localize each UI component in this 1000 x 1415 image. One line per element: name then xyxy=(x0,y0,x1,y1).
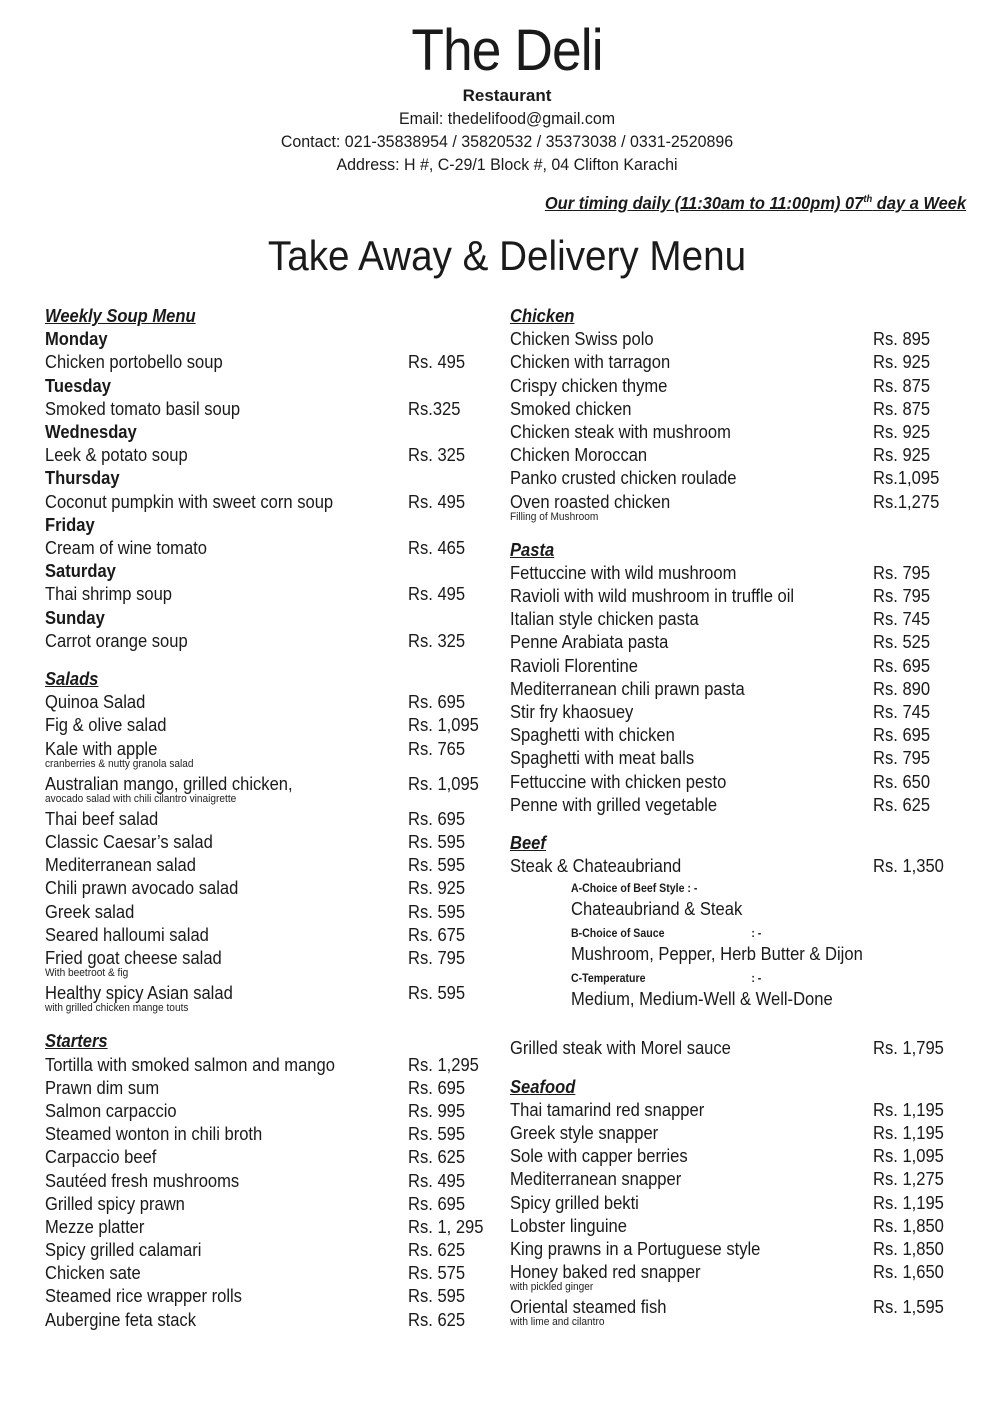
item-price: Rs. 675 xyxy=(408,924,466,945)
item-name: Steamed rice wrapper rolls xyxy=(45,1286,242,1307)
menu-item xyxy=(510,747,965,770)
item-price: Rs. 1,850 xyxy=(873,1215,944,1236)
menu-item xyxy=(510,724,965,747)
item-price: Rs. 325 xyxy=(408,630,466,651)
item-name: Stir fry khaosuey xyxy=(510,702,634,723)
pasta-section xyxy=(510,539,965,817)
item-name: Steak & Chateaubriand xyxy=(510,856,682,877)
menu-item xyxy=(510,1099,965,1122)
item-price: Rs. 495 xyxy=(408,584,466,605)
item-price: Rs. 1,850 xyxy=(873,1238,944,1259)
item-name: Greek salad xyxy=(45,901,135,922)
soup-day: Wednesday xyxy=(45,421,137,442)
item-name: Oriental steamed fish xyxy=(510,1297,667,1318)
menu-item xyxy=(510,631,965,654)
item-name: Chicken steak with mushroom xyxy=(510,421,731,442)
item-price: Rs. 895 xyxy=(873,329,931,350)
menu-item xyxy=(510,421,965,444)
item-name: Tortilla with smoked salmon and mango xyxy=(45,1054,335,1075)
item-price: Rs. 495 xyxy=(408,352,466,373)
item-price: Rs.1,275 xyxy=(873,491,940,512)
menu-item xyxy=(45,1123,495,1146)
menu-item xyxy=(510,608,965,631)
item-price: Rs. 1,295 xyxy=(408,1054,479,1075)
item-name: Sautéed fresh mushrooms xyxy=(45,1170,240,1191)
menu-item xyxy=(510,1122,965,1145)
item-price: Rs. 925 xyxy=(873,421,931,442)
item-name: Seared halloumi salad xyxy=(45,924,209,945)
item-note: avocado salad with chili cilantro vinaigrette xyxy=(45,792,237,805)
item-name: Chili prawn avocado salad xyxy=(45,878,239,899)
item-name: Kale with apple xyxy=(45,738,158,759)
address-line: Address: H #, C-29/1 Block #, 04 Clifton Karachi xyxy=(336,155,678,174)
item-price: Rs. 465 xyxy=(408,537,466,558)
item-name: Fried goat cheese salad xyxy=(45,948,222,969)
section-title-salads: Salads xyxy=(45,668,99,689)
item-price: Rs. 595 xyxy=(408,901,466,922)
item-name: Mezze platter xyxy=(45,1216,145,1237)
option-label-text: A-Choice of Beef Style : - xyxy=(571,883,698,896)
contact-line: Contact: 021-35838954 / 35820532 / 35373038 / 0331-2520896 xyxy=(280,132,734,151)
timing-text: Our timing daily (11:30am to 11:00pm) 07 xyxy=(544,193,864,213)
menu-item xyxy=(510,444,965,467)
item-price: Rs. 1,650 xyxy=(873,1262,944,1283)
menu-item xyxy=(45,398,495,421)
option-label-text: C-Temperature xyxy=(571,973,646,986)
item-price: Rs. 695 xyxy=(408,1193,466,1214)
item-price: Rs. 795 xyxy=(873,748,931,769)
item-note: with grilled chicken mange touts xyxy=(45,1002,189,1015)
section-title-chicken: Chicken xyxy=(510,306,575,326)
item-price: Rs. 595 xyxy=(408,832,466,853)
section-title-pasta: Pasta xyxy=(510,539,555,560)
item-name: Thai beef salad xyxy=(45,808,159,829)
item-name: Crispy chicken thyme xyxy=(510,375,668,396)
item-name: Sole with capper berries xyxy=(510,1146,688,1167)
menu-item xyxy=(45,444,495,467)
menu-item xyxy=(45,630,495,653)
item-name: Carrot orange soup xyxy=(45,630,188,651)
menu-item xyxy=(510,1238,965,1261)
starters-list xyxy=(45,1054,495,1332)
item-name: Thai shrimp soup xyxy=(45,584,173,605)
item-name: Spicy grilled bekti xyxy=(510,1192,639,1213)
chicken-section xyxy=(510,305,965,524)
item-name: Penne with grilled vegetable xyxy=(510,794,718,815)
item-price: Rs. 695 xyxy=(408,808,466,829)
left-column xyxy=(45,305,495,1347)
soup-day: Friday xyxy=(45,514,95,535)
item-name: Panko crusted chicken roulade xyxy=(510,468,737,489)
timing-superscript: th xyxy=(863,194,873,206)
menu-item xyxy=(510,1037,965,1060)
item-name: Greek style snapper xyxy=(510,1122,659,1143)
item-price: Rs. 1,595 xyxy=(873,1297,944,1318)
item-price: Rs. 325 xyxy=(408,445,466,466)
item-price: Rs. 1,795 xyxy=(873,1038,944,1059)
item-name: Carpaccio beef xyxy=(45,1147,157,1168)
salads-section xyxy=(45,668,495,1015)
section-title-seafood: Seafood xyxy=(510,1076,576,1097)
item-name: Smoked tomato basil soup xyxy=(45,398,241,419)
item-name: Steamed wonton in chili broth xyxy=(45,1124,263,1145)
item-name: Oven roasted chicken xyxy=(510,491,671,512)
item-price: Rs. 875 xyxy=(873,375,931,396)
menu-item xyxy=(510,655,965,678)
item-price: Rs. 495 xyxy=(408,1170,466,1191)
starters-section xyxy=(45,1030,495,1331)
menu-item xyxy=(510,398,965,421)
item-name: Spaghetti with meat balls xyxy=(510,748,695,769)
menu-item xyxy=(45,351,495,374)
seafood-list xyxy=(510,1099,965,1330)
item-price: Rs. 925 xyxy=(408,878,466,899)
menu-item xyxy=(510,375,965,398)
restaurant-header xyxy=(0,18,1000,176)
item-name: Prawn dim sum xyxy=(45,1077,160,1098)
timing-notice xyxy=(545,193,966,214)
item-note: with pickled ginger xyxy=(510,1281,594,1294)
beef-options xyxy=(571,882,965,1011)
menu-item xyxy=(510,1145,965,1168)
item-price: Rs.325 xyxy=(408,398,461,419)
section-title-soup: Weekly Soup Menu xyxy=(45,306,196,326)
item-note: with lime and cilantro xyxy=(510,1316,605,1329)
right-column xyxy=(510,305,965,1344)
item-price: Rs. 1,195 xyxy=(873,1122,944,1143)
section-title-beef: Beef xyxy=(510,832,546,853)
item-name: Chicken Moroccan xyxy=(510,445,648,466)
item-name: Quinoa Salad xyxy=(45,692,146,713)
option-label-text: B-Choice of Sauce xyxy=(571,928,665,941)
menu-item xyxy=(45,924,495,947)
menu-item xyxy=(510,1192,965,1215)
item-note: cranberries & nutty granola salad xyxy=(45,757,194,770)
item-name: Smoked chicken xyxy=(510,398,632,419)
item-price: Rs. 595 xyxy=(408,1124,466,1145)
timing-tail: day a Week xyxy=(872,193,966,213)
menu-item xyxy=(45,854,495,877)
item-price: Rs. 995 xyxy=(408,1100,466,1121)
soup-day: Thursday xyxy=(45,468,120,489)
item-price: Rs. 795 xyxy=(873,562,931,583)
menu-item xyxy=(45,877,495,900)
item-name: Mediterranean salad xyxy=(45,855,196,876)
item-name: Australian mango, grilled chicken, xyxy=(45,773,293,794)
item-price: Rs. 695 xyxy=(873,655,931,676)
spacer xyxy=(510,1017,965,1037)
item-price: Rs. 595 xyxy=(408,855,466,876)
item-name: Spicy grilled calamari xyxy=(45,1240,202,1261)
item-price: Rs. 1,195 xyxy=(873,1192,944,1213)
menu-item xyxy=(45,1216,495,1239)
item-name: Salmon carpaccio xyxy=(45,1100,177,1121)
menu-item xyxy=(510,351,965,374)
item-name: Honey baked red snapper xyxy=(510,1262,701,1283)
item-price: Rs. 890 xyxy=(873,678,931,699)
item-price: Rs.1,095 xyxy=(873,468,940,489)
menu-item xyxy=(45,1100,495,1123)
item-price: Rs. 925 xyxy=(873,352,931,373)
item-price: Rs. 625 xyxy=(408,1147,466,1168)
menu-item xyxy=(45,583,495,606)
item-name: Chicken Swiss polo xyxy=(510,329,654,350)
option-label xyxy=(571,927,933,942)
item-name: Chicken with tarragon xyxy=(510,352,671,373)
item-price: Rs. 1,350 xyxy=(873,856,944,877)
item-name: Healthy spicy Asian salad xyxy=(45,983,233,1004)
item-name: Spaghetti with chicken xyxy=(510,725,675,746)
item-name: Grilled steak with Morel sauce xyxy=(510,1038,731,1059)
menu-item xyxy=(45,537,495,560)
item-name: Lobster linguine xyxy=(510,1215,627,1236)
item-price: Rs. 625 xyxy=(408,1309,466,1330)
menu-item xyxy=(510,562,965,585)
menu-item xyxy=(45,831,495,854)
item-price: Rs. 695 xyxy=(408,1077,466,1098)
option-value: Medium, Medium-Well & Well-Done xyxy=(571,989,833,1010)
option-label-colon: : - xyxy=(751,973,762,986)
option-label-colon: : - xyxy=(751,928,762,941)
menu-item xyxy=(45,1054,495,1077)
menu-item xyxy=(45,1262,495,1285)
item-name: Chicken portobello soup xyxy=(45,352,223,373)
item-name: Fettuccine with chicken pesto xyxy=(510,771,727,792)
item-price: Rs. 495 xyxy=(408,491,466,512)
menu-item xyxy=(510,467,965,490)
item-name: Cream of wine tomato xyxy=(45,537,207,558)
soup-list xyxy=(45,328,495,653)
seafood-section xyxy=(510,1076,965,1330)
item-price: Rs. 1,275 xyxy=(873,1169,944,1190)
menu-item xyxy=(510,678,965,701)
menu-item xyxy=(510,855,965,878)
item-price: Rs. 595 xyxy=(408,983,466,1004)
restaurant-subtitle: Restaurant xyxy=(462,86,552,105)
item-price: Rs. 795 xyxy=(408,948,466,969)
item-price: Rs. 765 xyxy=(408,738,466,759)
item-name: Thai tamarind red snapper xyxy=(510,1099,705,1120)
item-price: Rs. 745 xyxy=(873,609,931,630)
item-price: Rs. 1,095 xyxy=(408,715,479,736)
item-price: Rs. 625 xyxy=(408,1240,466,1261)
item-price: Rs. 650 xyxy=(873,771,931,792)
item-name: Mediterranean snapper xyxy=(510,1169,682,1190)
item-price: Rs. 695 xyxy=(408,692,466,713)
item-name: Grilled spicy prawn xyxy=(45,1193,185,1214)
menu-item xyxy=(45,1170,495,1193)
item-price: Rs. 1,195 xyxy=(873,1099,944,1120)
menu-item xyxy=(45,1193,495,1216)
beef-section xyxy=(510,832,965,1061)
menu-item xyxy=(45,691,495,714)
option-value: Chateaubriand & Steak xyxy=(571,899,743,920)
menu-item xyxy=(510,1168,965,1191)
item-price: Rs. 925 xyxy=(873,445,931,466)
item-name: Fig & olive salad xyxy=(45,715,167,736)
menu-item xyxy=(45,808,495,831)
item-name: Fettuccine with wild mushroom xyxy=(510,562,737,583)
item-price: Rs. 745 xyxy=(873,702,931,723)
item-name: Aubergine feta stack xyxy=(45,1309,196,1330)
salads-list xyxy=(45,691,495,1015)
item-name: Italian style chicken pasta xyxy=(510,609,699,630)
soup-day: Tuesday xyxy=(45,375,111,396)
menu-item xyxy=(45,901,495,924)
item-name: Chicken sate xyxy=(45,1263,141,1284)
menu-item xyxy=(45,1077,495,1100)
item-name: Classic Caesar’s salad xyxy=(45,832,213,853)
item-price: Rs. 575 xyxy=(408,1263,466,1284)
item-price: Rs. 695 xyxy=(873,725,931,746)
item-name: Ravioli Florentine xyxy=(510,655,638,676)
option-label xyxy=(571,882,933,897)
soup-section xyxy=(45,305,495,653)
item-name: Coconut pumpkin with sweet corn soup xyxy=(45,491,334,512)
item-price: Rs. 525 xyxy=(873,632,931,653)
menu-item xyxy=(510,585,965,608)
item-note: Filling of Mushroom xyxy=(510,510,599,523)
menu-item xyxy=(45,491,495,514)
item-name: Ravioli with wild mushroom in truffle oil xyxy=(510,586,795,607)
menu-item xyxy=(510,1215,965,1238)
menu-item xyxy=(45,1146,495,1169)
menu-item xyxy=(510,701,965,724)
chicken-list xyxy=(510,328,965,524)
soup-day: Monday xyxy=(45,329,108,350)
menu-item xyxy=(45,1239,495,1262)
item-name: Mediterranean chili prawn pasta xyxy=(510,678,745,699)
item-price: Rs. 875 xyxy=(873,398,931,419)
option-label xyxy=(571,972,933,987)
menu-item xyxy=(45,1285,495,1308)
item-name: King prawns in a Portuguese style xyxy=(510,1238,761,1259)
item-price: Rs. 625 xyxy=(873,794,931,815)
restaurant-name: The Deli xyxy=(411,18,603,83)
menu-item xyxy=(510,794,965,817)
item-price: Rs. 595 xyxy=(408,1286,466,1307)
item-price: Rs. 1,095 xyxy=(873,1146,944,1167)
item-name: Leek & potato soup xyxy=(45,445,188,466)
soup-day: Saturday xyxy=(45,561,116,582)
menu-item xyxy=(45,1309,495,1332)
menu-item xyxy=(510,771,965,794)
menu-item xyxy=(510,328,965,351)
pasta-list xyxy=(510,562,965,817)
item-price: Rs. 795 xyxy=(873,586,931,607)
menu-title: Take Away & Delivery Menu xyxy=(267,232,747,279)
email-line: Email: thedelifood@gmail.com xyxy=(398,109,616,128)
item-price: Rs. 1,095 xyxy=(408,773,479,794)
item-name: Penne Arabiata pasta xyxy=(510,632,669,653)
menu-item xyxy=(45,714,495,737)
section-title-starters: Starters xyxy=(45,1031,108,1052)
option-value: Mushroom, Pepper, Herb Butter & Dijon xyxy=(571,944,863,965)
soup-day: Sunday xyxy=(45,607,105,628)
item-price: Rs. 1, 295 xyxy=(408,1216,484,1237)
item-note: With beetroot & fig xyxy=(45,967,129,980)
